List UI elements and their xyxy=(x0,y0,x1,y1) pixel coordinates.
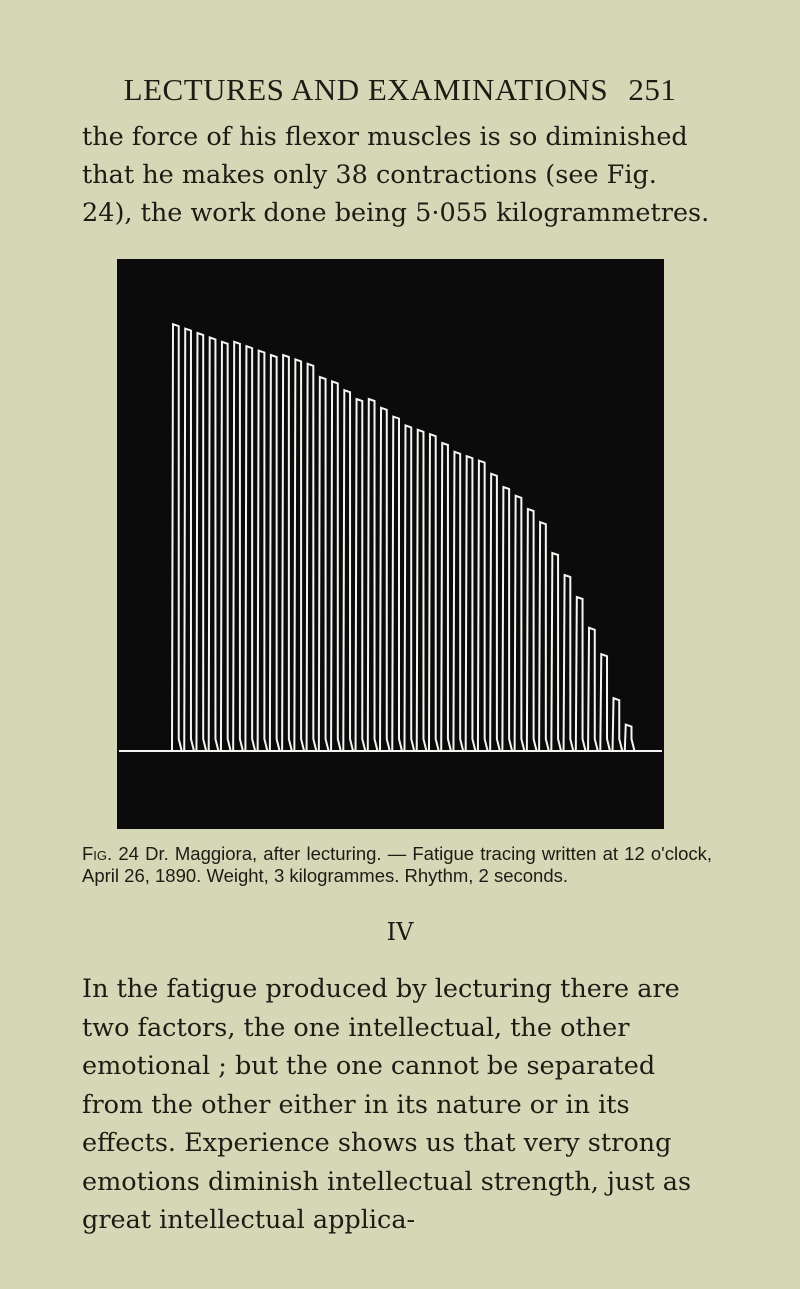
contraction-stroke xyxy=(564,575,574,751)
contraction-stroke xyxy=(588,628,598,751)
contraction-stroke xyxy=(331,381,341,751)
contraction-stroke xyxy=(600,654,610,751)
contraction-stroke xyxy=(368,399,378,751)
contraction-stroke xyxy=(380,408,390,751)
contraction-stroke xyxy=(490,474,500,751)
paragraph-bottom: In the fatigue produced by lecturing there are two factors, the one intellectual, the other emotional ; but the one cannot be separated from the other either in its nature or in its effects. Experience shows us that very strong emotions diminish intellectual strength, just as great intellectual applica- xyxy=(82,974,692,1235)
contraction-stroke xyxy=(245,346,255,751)
page-number: 251 xyxy=(628,72,677,107)
contraction-stroke xyxy=(441,443,451,751)
contraction-stroke xyxy=(551,553,561,751)
contraction-stroke xyxy=(417,430,427,751)
contraction-stroke xyxy=(307,364,317,751)
contraction-stroke xyxy=(405,425,415,751)
figure-caption-text: Dr. Maggiora, after lecturing. — Fatigue tracing written at 12 o'clock, April 26, 1890. Weight, 3 kilogrammes. Rhythm, 2 seconds. xyxy=(82,843,712,886)
contraction-stroke xyxy=(429,434,439,751)
fatigue-tracing-figure xyxy=(117,259,664,829)
contraction-stroke xyxy=(502,487,512,751)
contraction-stroke xyxy=(184,329,194,751)
contraction-stroke xyxy=(294,359,304,751)
contraction-stroke xyxy=(221,342,231,751)
contraction-stroke xyxy=(466,456,476,751)
contraction-stroke xyxy=(209,337,219,751)
contraction-stroke xyxy=(196,333,206,751)
contraction-stroke xyxy=(576,597,586,751)
figure-caption xyxy=(82,843,712,887)
fatigue-tracing-graph xyxy=(117,259,664,829)
paragraph-top: the force of his flexor muscles is so diminished that he makes only 38 contractions (see Fig. 24), the work done being 5·055 kilogrammetres. xyxy=(82,122,710,228)
contraction-stroke xyxy=(343,390,353,751)
contraction-stroke xyxy=(613,698,623,751)
contraction-stroke xyxy=(319,377,329,751)
contraction-stroke xyxy=(258,351,268,751)
contraction-stroke xyxy=(539,522,549,751)
contraction-stroke xyxy=(270,355,280,751)
contraction-stroke xyxy=(527,509,537,751)
contraction-stroke xyxy=(392,417,402,751)
contraction-stroke xyxy=(172,324,182,751)
figure-caption-label: Fig. 24 xyxy=(82,843,139,864)
contraction-stroke xyxy=(515,496,525,751)
contraction-stroke xyxy=(453,452,463,751)
running-head xyxy=(0,72,800,108)
contraction-stroke xyxy=(282,355,292,751)
running-title: LECTURES AND EXAMINATIONS xyxy=(123,72,609,107)
contraction-stroke xyxy=(478,461,488,751)
section-heading: IV xyxy=(386,918,414,946)
contraction-stroke xyxy=(625,725,635,751)
contraction-stroke xyxy=(233,342,243,751)
contraction-stroke xyxy=(356,399,366,751)
